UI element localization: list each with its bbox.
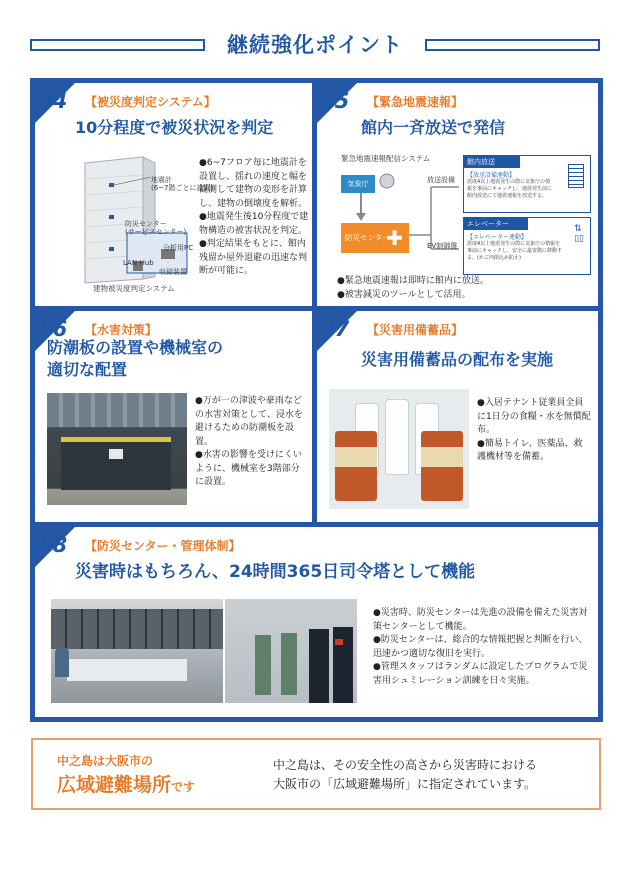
point-05-panel	[317, 83, 598, 306]
bullet-item: ●災害時、防災センターは先進の設備を備えた災害対策センターとして機能。	[373, 608, 588, 632]
label-seismometer: 地震計	[151, 176, 172, 184]
point-number: 05	[321, 89, 349, 113]
point-category: 【防災センター・管理体制】	[85, 539, 241, 553]
point-04-panel	[35, 83, 312, 306]
bullet-item: ●6~7フロア毎に地震計を設置し、揺れの速度と幅を観測して建物の変形を計算し、建物の倒壊度を解析。	[199, 158, 308, 209]
elevator-title: エレベーター	[464, 218, 528, 230]
label-center: 防災センター	[125, 220, 167, 228]
banner-line2	[57, 770, 195, 797]
agency-box: 気象庁	[341, 175, 375, 193]
point-number: 07	[321, 317, 349, 341]
bullet-item: ●簡易トイレ、医薬品、救護機材等を備蓄。	[477, 438, 583, 462]
bullet-item: ●緊急地震速報は即時に館内に放送。	[337, 276, 489, 286]
banner-desc-line: 中之島は、その安全性の高さから災害時における	[273, 758, 538, 772]
bullet-item: ●万が一の津波や豪雨などの水害対策として、浸水を避けるための防潮板を設置。	[195, 396, 303, 447]
evacuation-site-banner	[31, 738, 601, 810]
header-rule-right	[425, 39, 600, 51]
broadcast-info-box	[463, 155, 591, 213]
label-seismometer-note: (6~7階ごとに設置)	[151, 184, 214, 192]
point-07-panel	[317, 311, 598, 522]
point-06-panel	[35, 311, 312, 522]
broadcast-label: 放送設備	[427, 176, 455, 184]
elevator-info-box	[463, 217, 591, 275]
staff-photo	[225, 599, 357, 703]
point-08-panel	[35, 527, 598, 717]
point-bullets	[337, 275, 587, 302]
label-lan: LAN-Hub	[123, 259, 154, 267]
center-label: 防災センター	[345, 233, 390, 242]
cross-icon: ✚	[386, 226, 403, 250]
diagram-title: 緊急地震速報配信システム	[341, 154, 431, 163]
point-number: 08	[39, 533, 67, 557]
point-category: 【水害対策】	[85, 323, 158, 337]
point-category: 【被災度判定システム】	[85, 95, 216, 109]
point-headline: 館内一斉放送で発信	[361, 118, 506, 137]
control-room-photo	[51, 599, 223, 703]
broadcast-text: 震度4以上地震発生の際に気象庁の情報を事前にキャッチし、地震発生前に館内放送にて地震速報を放送する。	[467, 179, 553, 199]
header-rule-left	[30, 39, 205, 51]
bullet-item: ●判定結果をもとに、館内残留か屋外退避の迅速な判断が可能に。	[199, 239, 308, 276]
points-grid	[30, 78, 603, 722]
supplies-photo	[329, 389, 469, 509]
broadcast-sub: 【放送設備連動】	[467, 172, 516, 179]
headline-line: 防潮板の設置や機械室の	[47, 338, 224, 357]
speaker-icon	[568, 164, 584, 188]
point-headline: 10分程度で被災状況を判定	[75, 118, 274, 137]
broadcast-title: 館内放送	[464, 156, 520, 168]
label-pc: 分析用PC	[163, 244, 194, 252]
banner-description	[273, 756, 537, 794]
bullet-item: ●被害減災のツールとして活用。	[337, 289, 471, 300]
elevator-icon: ⇅ ▯▯	[574, 224, 584, 244]
page-title: 継続強化ポイント	[227, 33, 403, 57]
point-category: 【災害用備蓄品】	[367, 323, 464, 337]
elevator-sub: 【エレベーター連動】	[467, 234, 528, 241]
ev-label: EV制御盤	[427, 242, 458, 250]
point-headline: 災害時はもちろん、24時間365日司令塔として機能	[75, 562, 476, 582]
point-headline	[47, 337, 223, 381]
bullet-item: ●地震発生後10分程度で建物構造の被害状況を判定。	[199, 212, 309, 236]
label-rack: 収録装置	[159, 268, 187, 276]
point-headline: 災害用備蓄品の配布を実施	[361, 350, 554, 369]
center-box	[341, 223, 409, 253]
banner-suffix: です	[171, 780, 196, 794]
point-number: 06	[39, 317, 67, 341]
bullet-item: ●入居テナント従業員全員に1日分の食糧・水を無償配布。	[477, 398, 591, 435]
point-number: 04	[39, 89, 67, 113]
point-bullets	[373, 607, 593, 688]
section-header	[30, 28, 600, 62]
bullet-item: ●水害の影響を受けにくいように、機械室を3階部分に設置。	[195, 450, 302, 487]
elevator-text: 震度4以上地震発生の際に気象庁の情報を事前にキャッチし、安全に最寄階に移動する。(かご内閉込め防止)	[467, 241, 563, 261]
label-center-note: (サービスセンター)	[125, 228, 187, 236]
point-bullets	[199, 157, 309, 279]
banner-desc-line: 大阪市の「広域避難場所」に指定されています。	[273, 777, 537, 791]
point-category: 【緊急地震速報】	[367, 95, 464, 109]
floodgate-photo	[47, 393, 187, 505]
banner-emphasis: 広域避難場所	[57, 774, 172, 796]
bullet-item: ●管理スタッフはランダムに設定したプログラムで災害用シュミレーション訓練を日々実施。	[373, 662, 588, 686]
diagram-caption: 建物被災度判定システム	[93, 284, 175, 293]
bullet-item: ●防災センターは、総合的な情報把握と判断を行い、迅速かつ適切な復旧を実行。	[373, 635, 588, 659]
banner-line1: 中之島は大阪市の	[57, 754, 154, 768]
point-bullets	[195, 395, 307, 490]
point-bullets	[477, 397, 591, 465]
headline-line: 適切な配置	[47, 360, 128, 379]
